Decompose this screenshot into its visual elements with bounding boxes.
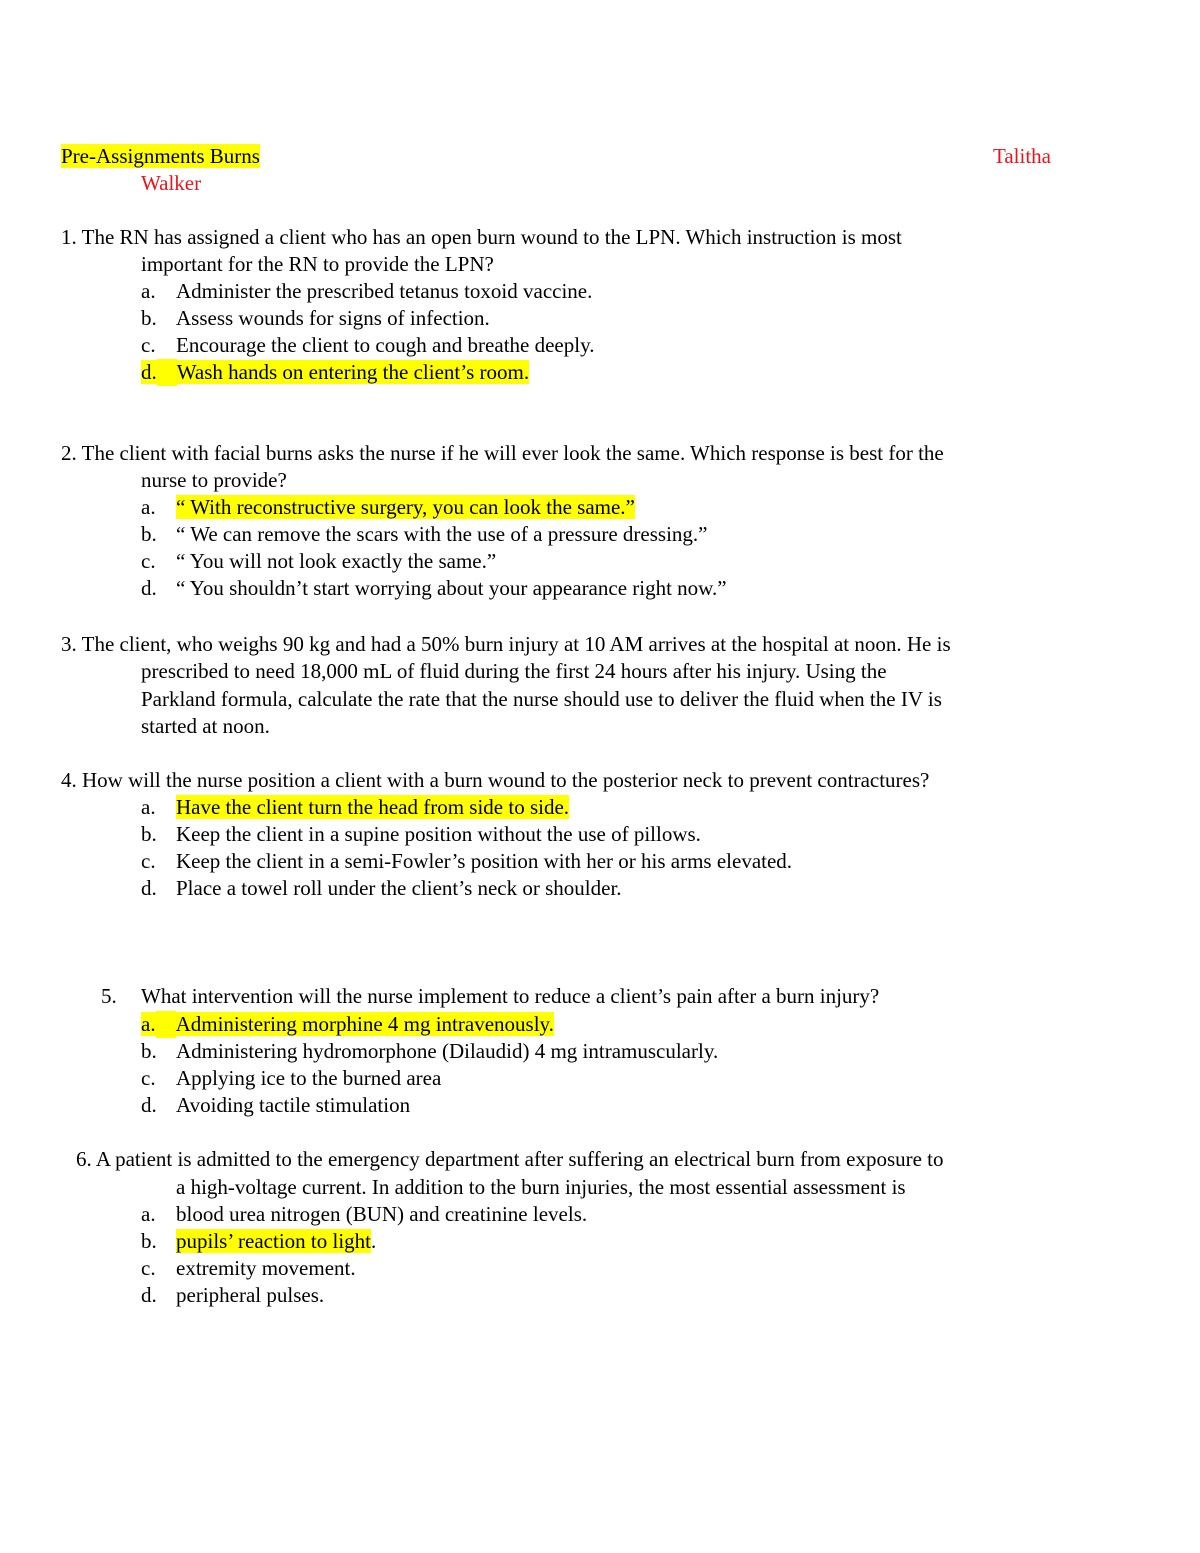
- option-letter: a.: [141, 279, 156, 303]
- option-letter: a.: [141, 1012, 156, 1036]
- option-text: “ With reconstructive surgery, you can look the same.”: [176, 495, 635, 519]
- option-letter: a.: [141, 1202, 156, 1226]
- option-text: pupils’ reaction to light: [176, 1229, 371, 1253]
- option-text: Encourage the client to cough and breathe deeply.: [176, 333, 595, 357]
- option-letter: b.: [141, 1229, 157, 1253]
- option-letter: c.: [141, 1256, 156, 1280]
- question-text: The client with facial burns asks the nurse if he will ever look the same. Which response is best for the: [81, 441, 944, 465]
- question-2-line-1: [61, 440, 944, 467]
- question-text: A patient is admitted to the emergency department after suffering an electrical burn from exposure to: [95, 1147, 944, 1171]
- highlighted-answer: [176, 1228, 376, 1255]
- question-text: How will the nurse position a client with a burn wound to the posterior neck to prevent contractures?: [82, 768, 930, 792]
- question-text: What intervention will the nurse implement to reduce a client’s pain after a burn injury?: [141, 984, 880, 1008]
- option-text: Assess wounds for signs of infection.: [176, 306, 490, 330]
- question-number: 1.: [61, 225, 77, 249]
- question-3-line-3: Parkland formula, calculate the rate that the nurse should use to deliver the fluid when the IV is: [141, 687, 942, 711]
- question-number: 5.: [101, 984, 117, 1008]
- question-1-line-1: [61, 224, 902, 251]
- option-letter: b.: [141, 1039, 157, 1063]
- option-letter: d.: [141, 576, 157, 600]
- question-2-line-2: nurse to provide?: [141, 468, 287, 492]
- option-letter: d.: [141, 1093, 157, 1117]
- highlighted-answer: [176, 794, 569, 821]
- option-text: blood urea nitrogen (BUN) and creatinine levels.: [176, 1202, 588, 1226]
- option-text: extremity movement.: [176, 1256, 356, 1280]
- option-text: Keep the client in a supine position without the use of pillows.: [176, 822, 701, 846]
- question-1-line-2: important for the RN to provide the LPN?: [141, 252, 494, 276]
- highlighted-answer: [141, 1011, 554, 1038]
- option-text: Applying ice to the burned area: [176, 1066, 442, 1090]
- author-last-name: Walker: [141, 171, 202, 195]
- option-text: Administering hydromorphone (Dilaudid) 4 mg intramuscularly.: [176, 1039, 719, 1063]
- question-number: 4.: [61, 768, 77, 792]
- question-3-line-4: started at noon.: [141, 714, 270, 738]
- option-text: “ You shouldn’t start worrying about your appearance right now.”: [176, 576, 727, 600]
- highlight-gap: [156, 1011, 176, 1038]
- option-letter: d.: [141, 1283, 157, 1307]
- author-first-name: Talitha: [993, 144, 1052, 168]
- trailing-period: .: [371, 1229, 377, 1253]
- question-4-line-1: [61, 767, 929, 794]
- question-text: The RN has assigned a client who has an open burn wound to the LPN. Which instruction is most: [81, 225, 902, 249]
- option-letter: c.: [141, 849, 156, 873]
- option-text: Avoiding tactile stimulation: [176, 1093, 411, 1117]
- question-number: 2.: [61, 441, 77, 465]
- option-letter: b.: [141, 522, 157, 546]
- question-number: 6.: [76, 1147, 92, 1171]
- highlight-gap: [157, 359, 177, 386]
- option-text: peripheral pulses.: [176, 1283, 325, 1307]
- page-title: [61, 143, 260, 170]
- option-text: Keep the client in a semi-Fowler’s position with her or his arms elevated.: [176, 849, 793, 873]
- question-3-line-1: [61, 631, 951, 658]
- option-text: Have the client turn the head from side to side.: [176, 795, 570, 819]
- question-text: The client, who weighs 90 kg and had a 50% burn injury at 10 AM arrives at the hospital at noon. He is: [81, 632, 951, 656]
- highlighted-answer: [141, 359, 529, 386]
- option-letter: c.: [141, 1066, 156, 1090]
- question-number: 3.: [61, 632, 77, 656]
- option-text: Wash hands on entering the client’s room.: [176, 360, 530, 384]
- option-letter: b.: [141, 822, 157, 846]
- option-letter: a.: [141, 795, 156, 819]
- option-text: Administering morphine 4 mg intravenously.: [175, 1012, 554, 1036]
- option-text: “ You will not look exactly the same.”: [176, 549, 497, 573]
- option-letter: c.: [141, 333, 156, 357]
- option-text: “ We can remove the scars with the use of a pressure dressing.”: [176, 522, 708, 546]
- option-letter: b.: [141, 306, 157, 330]
- highlighted-answer: [176, 494, 635, 521]
- option-text: Administer the prescribed tetanus toxoid vaccine.: [176, 279, 593, 303]
- option-letter: d.: [141, 876, 157, 900]
- question-6-line-1: [76, 1146, 944, 1173]
- question-6-line-2: a high-voltage current. In addition to the burn injuries, the most essential assessment is: [176, 1175, 906, 1199]
- option-letter: a.: [141, 495, 156, 519]
- title-text: Pre-Assignments Burns: [61, 144, 260, 168]
- question-3-line-2: prescribed to need 18,000 mL of fluid during the first 24 hours after his injury. Using the: [141, 659, 887, 683]
- option-letter: d.: [141, 360, 157, 384]
- option-text: Place a towel roll under the client’s neck or shoulder.: [176, 876, 622, 900]
- option-letter: c.: [141, 549, 156, 573]
